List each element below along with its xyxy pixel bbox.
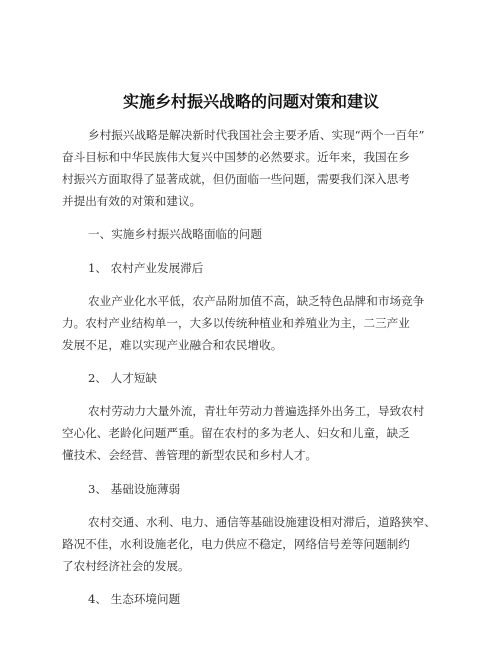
item-paragraph-line: 农业产业化水平低，农产品附加值不高，缺乏特色品牌和市场竞争	[88, 294, 425, 308]
intro-line: 村振兴方面取得了显著成就，但仍面临一些问题，需要我们深入思考	[62, 172, 410, 186]
item-heading: 1、 农村产业发展滞后	[88, 261, 204, 275]
item-paragraph-line: 力。农村产业结构单一，大多以传统种植业和养殖业为主，二三产业	[62, 316, 410, 330]
intro-line: 并提出有效的对策和建议。	[62, 194, 202, 208]
item-paragraph-line: 农村交通、水利、电力、通信等基础设施建设相对滞后，道路狭窄、	[88, 515, 436, 529]
item-paragraph-line: 了农村经济社会的发展。	[62, 559, 190, 573]
item-heading: 4、 生态环境问题	[88, 592, 181, 606]
item-paragraph-line: 空心化、老龄化问题严重。留在农村的多为老人、妇女和儿童，缺乏	[62, 426, 410, 440]
item-paragraph-line: 农村劳动力大量外流，青壮年劳动力普遍选择外出务工，导致农村	[88, 404, 425, 418]
document-title: 实施乡村振兴战略的问题对策和建议	[122, 92, 379, 111]
item-heading: 3、 基础设施薄弱	[88, 482, 181, 496]
item-paragraph-line: 发展不足，难以实现产业融合和农民增收。	[62, 338, 283, 352]
intro-line: 奋斗目标和中华民族伟大复兴中国梦的必然要求。近年来，我国在乡	[62, 150, 410, 164]
section-heading: 一、实施乡村振兴战略面临的问题	[88, 227, 262, 241]
item-paragraph-line: 路况不佳，水利设施老化，电力供应不稳定，网络信号差等问题制约	[62, 537, 410, 551]
item-heading: 2、 人才短缺	[88, 371, 158, 385]
intro-line: 乡村振兴战略是解决新时代我国社会主要矛盾、实现“两个一百年”	[88, 128, 425, 142]
item-paragraph-line: 懂技术、会经营、善管理的新型农民和乡村人才。	[62, 448, 318, 462]
